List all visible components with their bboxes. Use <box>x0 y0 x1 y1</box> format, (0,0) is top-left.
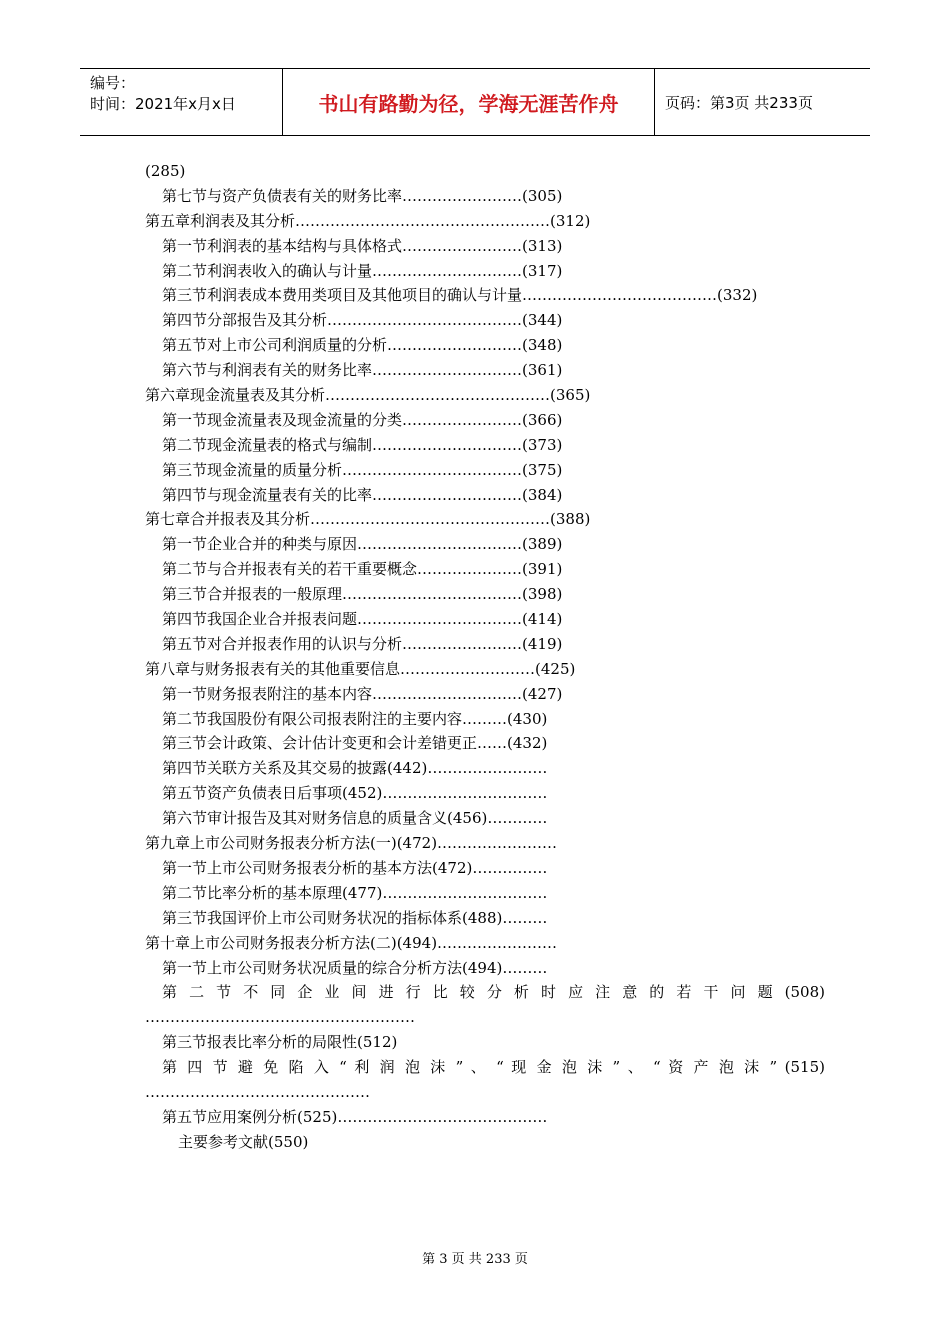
toc-entry: 第六节与利润表有关的财务比率…………………………(361) <box>162 361 563 380</box>
toc-entry: 第二节现金流量表的格式与编制…………………………(373) <box>162 435 563 454</box>
toc-entry: 第五节应用案例分析(525)…………………………………… <box>162 1107 548 1126</box>
page-footer: 第 3 页 共 233 页 <box>422 1252 528 1267</box>
toc-entry: ……………………………………………… <box>145 1008 415 1027</box>
header-page-info: 页码：第3页 共233页 <box>665 93 813 112</box>
toc-entry: 第二节我国股份有限公司报表附注的主要内容………(430) <box>162 709 548 728</box>
toc-entry: 第三节利润表成本费用类项目及其他项目的确认与计量…………………………………(332) <box>162 286 758 305</box>
toc-entry: 第七节与资产负债表有关的财务比率……………………(305) <box>162 186 563 205</box>
toc-entry: 第二节与合并报表有关的若干重要概念…………………(391) <box>162 560 563 579</box>
toc-entry: 第三节合并报表的一般原理………………………………(398) <box>162 585 563 604</box>
toc-entry: 主要参考文献(550) <box>178 1132 309 1151</box>
toc-entry: (285) <box>145 162 186 180</box>
number-label: 编号： <box>90 74 136 92</box>
toc-entry: 第三节我国评价上市公司财务状况的指标体系(488)……… <box>162 908 548 927</box>
toc-entry: 第五节对上市公司利润质量的分析………………………(348) <box>162 336 563 355</box>
toc-entry: 第一节企业合并的种类与原因……………………………(389) <box>162 535 563 554</box>
toc-entry: 第 四 节 避 免 陷 入 “ 利 润 泡 沫 ” 、 “ 现 金 泡 沫 ” 、 “ 资 产 泡 沫 ” (515) <box>162 1058 825 1077</box>
toc-entry: 第一节现金流量表及现金流量的分类……………………(366) <box>162 410 563 429</box>
header-motto: 书山有路勤为径，学海无涯苦作舟 <box>283 69 655 135</box>
toc-entry: 第二节比率分析的基本原理(477)…………………………… <box>162 883 548 902</box>
toc-entry: 第五节对合并报表作用的认识与分析……………………(419) <box>162 634 563 653</box>
toc-entry: 第四节分部报告及其分析…………………………………(344) <box>162 311 563 330</box>
toc-entry: 第三节现金流量的质量分析………………………………(375) <box>162 460 563 479</box>
toc-entry: 第三节报表比率分析的局限性(512) <box>162 1033 398 1052</box>
toc-entry: 第四节与现金流量表有关的比率…………………………(384) <box>162 485 563 504</box>
toc-entry: 第一节利润表的基本结构与具体格式……………………(313) <box>162 236 563 255</box>
toc-entry: 第五章利润表及其分析……………………………………………(312) <box>145 211 591 230</box>
toc-entry: ……………………………………… <box>145 1082 370 1101</box>
toc-entry: 第一节上市公司财务报表分析的基本方法(472)…………… <box>162 858 548 877</box>
page-header <box>80 68 870 136</box>
toc-entry: 第三节会计政策、会计估计变更和会计差错更正……(432) <box>162 734 548 753</box>
time-label: 时间：2021年x月x日 <box>90 95 236 113</box>
toc-entry: 第五节资产负债表日后事项(452)…………………………… <box>162 784 548 803</box>
toc-entry: 第 二 节 不 同 企 业 间 进 行 比 较 分 析 时 应 注 意 的 若 干 问 题 (508) <box>162 983 825 1002</box>
toc-entry: 第一节财务报表附注的基本内容…………………………(427) <box>162 684 563 703</box>
toc-entry: 第六节审计报告及其对财务信息的质量含义(456)………… <box>162 809 548 828</box>
table-of-contents <box>145 159 825 1155</box>
toc-entry: 第九章上市公司财务报表分析方法(一)(472)…………………… <box>145 834 558 853</box>
toc-entry: 第六章现金流量表及其分析………………………………………(365) <box>145 386 591 405</box>
toc-entry: 第八章与财务报表有关的其他重要信息………………………(425) <box>145 659 576 678</box>
toc-entry: 第七章合并报表及其分析…………………………………………(388) <box>145 510 591 529</box>
header-meta <box>80 69 283 135</box>
toc-entry: 第十章上市公司财务报表分析方法(二)(494)…………………… <box>145 933 558 952</box>
toc-entry: 第四节我国企业合并报表问题……………………………(414) <box>162 610 563 629</box>
toc-entry: 第一节上市公司财务状况质量的综合分析方法(494)……… <box>162 958 548 977</box>
toc-entry: 第二节利润表收入的确认与计量…………………………(317) <box>162 261 563 280</box>
toc-entry: 第四节关联方关系及其交易的披露(442)…………………… <box>162 759 548 778</box>
